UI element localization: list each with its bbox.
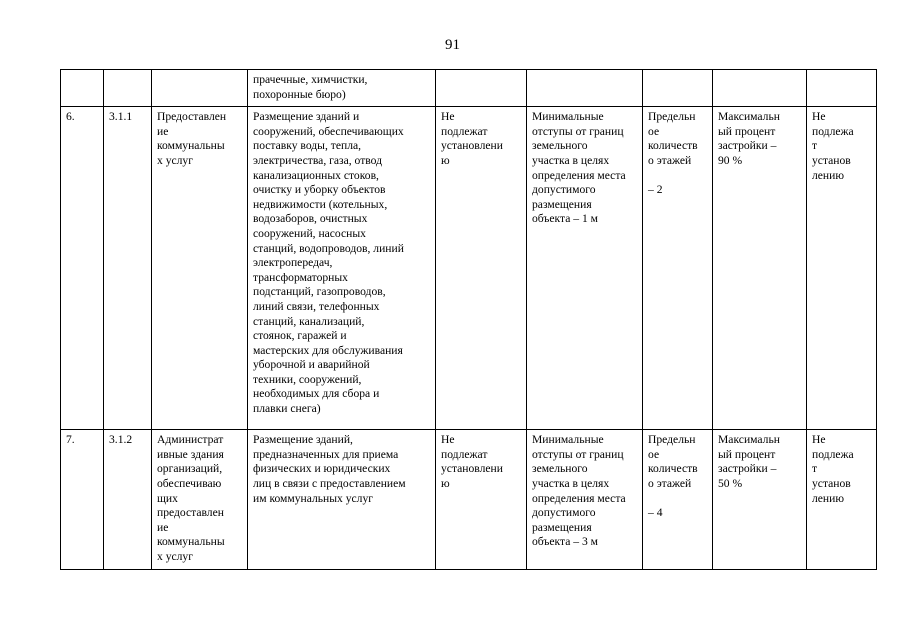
cell-coverage: Максимальн ый процент застройки – 50 % [713, 430, 807, 570]
cell-floors: Предельн ое количеств о этажей – 4 [643, 430, 713, 570]
cell-name: Предоставлен ие коммунальны х услуг [152, 107, 248, 430]
cell-other: Не подлежа т установ лению [807, 107, 877, 430]
cell-floors [643, 70, 713, 107]
cell-floors: Предельн ое количеств о этажей – 2 [643, 107, 713, 430]
table-row [61, 430, 877, 570]
cell-description: Размещение зданий и сооружений, обеспечивающих поставку воды, тепла, электричества, газа, отвод канализационных стоков, очистку и уборку объектов недвижимости (котельных, водозаборов, очистных сооружений, насосных станций, водопроводов, линий электропередач, трансформаторных подстанций, газопроводов, линий связи, телефонных станций, канализаций, стоянок, гаражей и мастерских для обслуживания уборочной и аварийной техники, сооружений, необходимых для сбора и плавки снега) [248, 107, 436, 430]
cell-plot-size [436, 70, 527, 107]
cell-name: Администрат ивные здания организаций, обеспечиваю щих предоставлен ие коммунальны х услуг [152, 430, 248, 570]
cell-setbacks [527, 70, 643, 107]
cell-number [61, 70, 104, 107]
cell-coverage [713, 70, 807, 107]
cell-name [152, 70, 248, 107]
cell-coverage: Максимальн ый процент застройки – 90 % [713, 107, 807, 430]
cell-plot-size: Не подлежат установлени ю [436, 107, 527, 430]
cell-setbacks: Минимальные отступы от границ земельного участка в целях определения места допустимого размещения объекта – 3 м [527, 430, 643, 570]
page-number: 91 [445, 37, 460, 53]
cell-code: 3.1.1 [104, 107, 152, 430]
table-row [61, 107, 877, 430]
table-row [61, 70, 877, 107]
cell-plot-size: Не подлежат установлени ю [436, 430, 527, 570]
cell-other: Не подлежа т установ лению [807, 430, 877, 570]
cell-number: 6. [61, 107, 104, 430]
cell-description: прачечные, химчистки, похоронные бюро) [248, 70, 436, 107]
cell-code [104, 70, 152, 107]
cell-number: 7. [61, 430, 104, 570]
cell-other [807, 70, 877, 107]
cell-code: 3.1.2 [104, 430, 152, 570]
cell-setbacks: Минимальные отступы от границ земельного участка в целях определения места допустимого размещения объекта – 1 м [527, 107, 643, 430]
zoning-table [60, 69, 877, 570]
cell-description: Размещение зданий, предназначенных для приема физических и юридических лиц в связи с предоставлением им коммунальных услуг [248, 430, 436, 570]
